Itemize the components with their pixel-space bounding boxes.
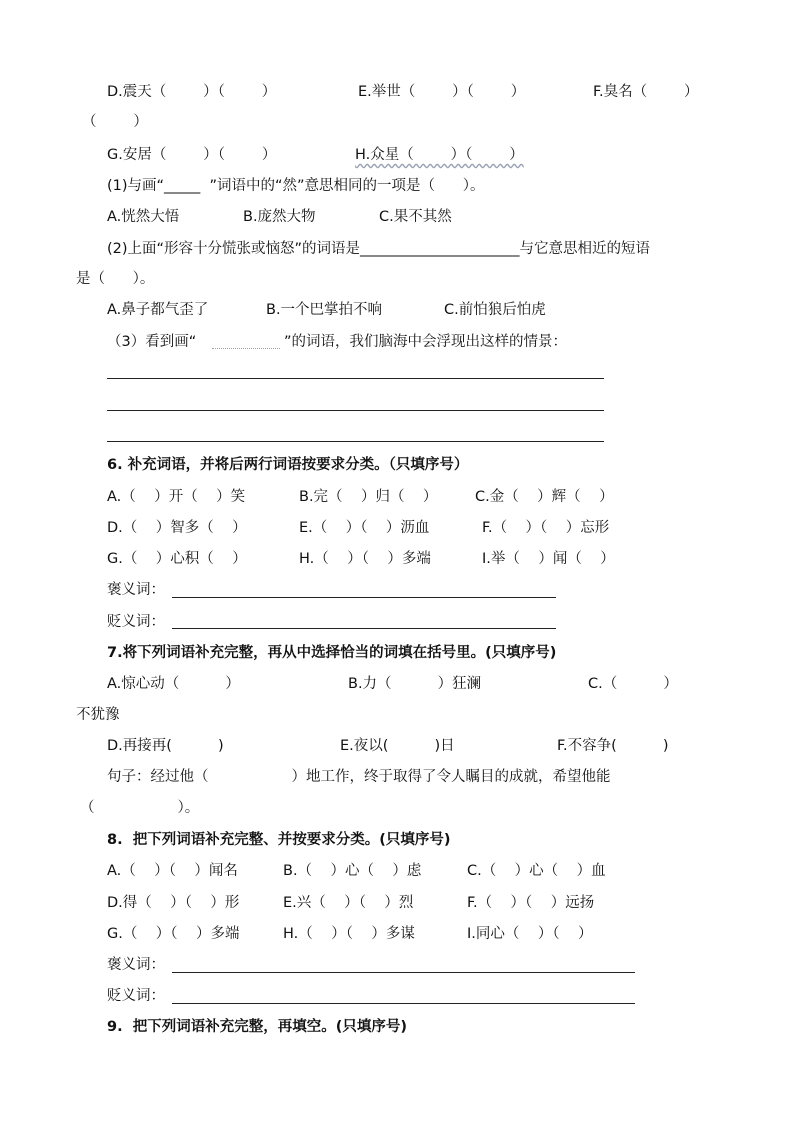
wavy-blank	[212, 348, 280, 349]
answer-line[interactable]	[172, 628, 556, 629]
option-a: A.恍然大悟	[107, 209, 180, 225]
answer-line[interactable]	[172, 1003, 635, 1004]
item-8f: F.（ ）（ ）远扬	[467, 895, 595, 911]
item-6i: I.举（ ）闻（ ）	[482, 551, 615, 567]
question-2-continued: 是（ ）。	[76, 271, 155, 287]
item-7c: C.（ ）	[588, 676, 678, 692]
item-g-anju: G.安居（ ）（ ）	[107, 147, 277, 163]
item-6d: D.（ ）智多（ ）	[107, 520, 247, 536]
item-8g: G.（ ）（ ）多端	[107, 926, 240, 942]
item-7c-continued: 不犹豫	[76, 707, 120, 723]
option-c: C.果不其然	[379, 209, 452, 225]
item-6a: A.（ ）开（ ）笑	[107, 489, 246, 505]
question-2: (2)上面“形容十分慌张或恼怒”的词语是______________________与它意思相近的短语	[107, 241, 651, 257]
item-8i: I.同心（ ）（ ）	[467, 926, 593, 942]
derogatory-label: 贬义词：	[107, 988, 165, 1004]
answer-line[interactable]	[172, 972, 635, 973]
answer-line[interactable]	[107, 410, 604, 411]
item-6h: H.（ ）（ ）多端	[299, 551, 431, 567]
commendatory-label: 褒义词：	[107, 957, 165, 973]
answer-line[interactable]	[172, 597, 556, 598]
option-a: A.鼻子都气歪了	[107, 302, 209, 318]
section-8-title: 8. 把下列词语补充完整、并按要求分类。(只填序号)	[107, 832, 451, 848]
answer-line[interactable]	[107, 378, 604, 379]
item-6c: C.金（ ）辉（ ）	[475, 489, 614, 505]
item-8a: A.（ ）（ ）闻名	[107, 863, 238, 879]
item-8h: H.（ ）（ ）多谋	[283, 926, 415, 942]
item-8d: D.得（ ）（ ）形	[107, 895, 240, 911]
section-6-title: 6. 补充词语，并将后两行词语按要求分类。（只填序号）	[107, 457, 469, 473]
item-6g: G.（ ）心积（ ）	[107, 551, 247, 567]
item-8e: E.兴（ ）（ ）烈	[283, 895, 414, 911]
item-f-continued: （ ）	[82, 114, 148, 130]
item-7e: E.夜以( )日	[340, 738, 455, 754]
item-7d: D.再接再( )	[107, 738, 224, 754]
item-6b: B.完（ ）归（ ）	[299, 489, 438, 505]
item-7b: B.力（ ）狂澜	[348, 676, 482, 692]
question-3-start: （3）看到画“	[107, 334, 197, 350]
section-7-title: 7.将下列词语补充完整，再从中选择恰当的词填在括号里。(只填序号)	[107, 645, 557, 661]
option-b: B.庞然大物	[243, 209, 316, 225]
question-1: (1)与画“_____ ”词语中的“然”意思相同的一项是（ ）。	[107, 178, 485, 194]
sentence-continued: （ ）。	[80, 800, 200, 816]
question-3-end: ”的词语，我们脑海中会浮现出这样的情景：	[284, 334, 568, 350]
item-8b: B.（ ）心（ ）虑	[283, 863, 422, 879]
option-c: C.前怕狼后怕虎	[444, 302, 546, 318]
commendatory-label: 褒义词：	[107, 582, 165, 598]
item-6e: E.（ ）（ ）沥血	[299, 520, 430, 536]
item-f-chouming: F.臭名（ ）	[593, 84, 699, 100]
item-7a: A.惊心动（ ）	[107, 676, 240, 692]
derogatory-label: 贬义词：	[107, 614, 165, 630]
sentence: 句子：经过他（ ）地工作，终于取得了令人瞩目的成就，希望他能	[107, 769, 611, 785]
section-9-title: 9. 把下列词语补充完整，再填空。(只填序号)	[107, 1019, 407, 1035]
option-b: B.一个巴掌拍不响	[266, 302, 383, 318]
item-6f: F.（ ）（ ）忘形	[482, 520, 610, 536]
item-e-jushi: E.举世（ ）（ ）	[358, 84, 526, 100]
item-h-zhongxing: H.众星（ ）（ ）	[355, 147, 524, 163]
item-7f: F.不容争( )	[557, 738, 669, 754]
item-8c: C.（ ）心（ ）血	[467, 863, 606, 879]
answer-line[interactable]	[107, 441, 604, 442]
item-d-zhentian: D.震天（ ）（ ）	[107, 84, 277, 100]
